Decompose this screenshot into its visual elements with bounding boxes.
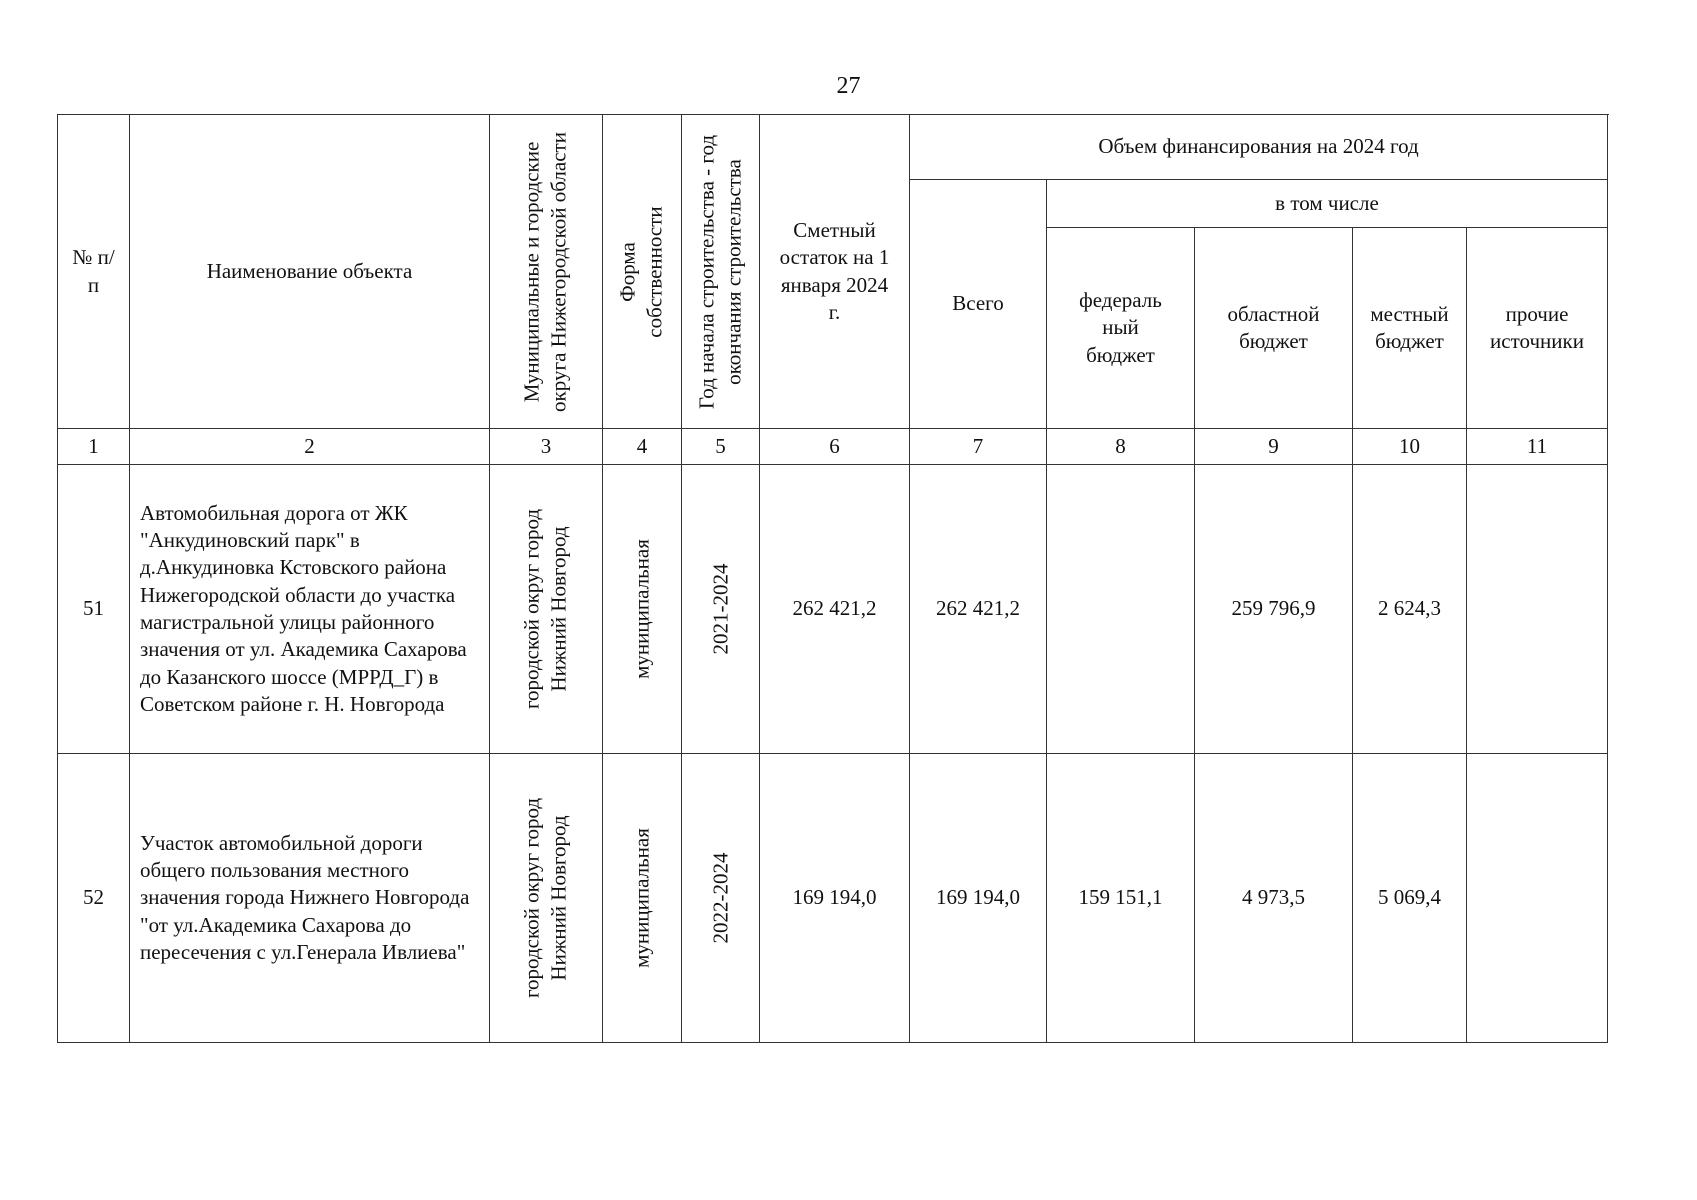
- column-number: 1: [58, 429, 130, 465]
- page-number: 27: [836, 73, 861, 99]
- header-no: № п/п: [58, 115, 130, 429]
- column-number: 6: [760, 429, 910, 465]
- row-ownership: [603, 754, 682, 1043]
- column-number: 8: [1047, 429, 1195, 465]
- row-regional: 259 796,9: [1195, 465, 1353, 754]
- financing-table: [57, 114, 1608, 1043]
- column-number: 7: [910, 429, 1047, 465]
- column-number: 3: [490, 429, 603, 465]
- row-other: [1467, 465, 1608, 754]
- row-total: 262 421,2: [910, 465, 1047, 754]
- header-funding-group: Объем финансирования на 2024 год: [910, 115, 1608, 180]
- header-regional: областной бюджет: [1195, 228, 1353, 429]
- column-number: 9: [1195, 429, 1353, 465]
- row-object-name: Участок автомобильной дороги общего пользования местного значения города Нижнего Новгорода "от ул.Академика Сахарова до пересечения с ул.Генерала Ивлиева": [130, 754, 490, 1043]
- row-total: 169 194,0: [910, 754, 1047, 1043]
- table-row: [58, 754, 1608, 1043]
- column-number: 11: [1467, 429, 1608, 465]
- row-regional: 4 973,5: [1195, 754, 1353, 1043]
- row-municipality: [490, 465, 603, 754]
- row-other: [1467, 754, 1608, 1043]
- header-local: местный бюджет: [1353, 228, 1467, 429]
- column-number: 10: [1353, 429, 1467, 465]
- row-no: 52: [58, 754, 130, 1043]
- row-object-name: Автомобильная дорога от ЖК "Анкудиновский парк" в д.Анкудиновка Кстовского района Нижегородской области до участка магистральной улицы районного значения от ул. Академика Сахарова до Казанского шоссе (МРРД_Г) в Советском районе г. Н. Новгорода: [130, 465, 490, 754]
- header-municipality: [490, 115, 603, 429]
- row-ownership-label: муниципальная: [629, 828, 654, 968]
- row-estimate: 262 421,2: [760, 465, 910, 754]
- row-years-label: 2021-2024: [707, 563, 732, 655]
- row-local: 2 624,3: [1353, 465, 1467, 754]
- row-years-label: 2022-2024: [707, 852, 732, 944]
- header-years-label: Год начала строительства - год окончания строительства: [694, 134, 746, 409]
- row-federal: [1047, 465, 1195, 754]
- header-name: Наименование объекта: [130, 115, 490, 429]
- header-municipality-label: Муниципальные и городские округа Нижегородской области: [519, 131, 571, 412]
- header-ownership-label: Форма собственности: [615, 205, 667, 338]
- column-number: 2: [130, 429, 490, 465]
- header-including: в том числе: [1047, 180, 1608, 228]
- row-federal: 159 151,1: [1047, 754, 1195, 1043]
- row-estimate: 169 194,0: [760, 754, 910, 1043]
- row-no: 51: [58, 465, 130, 754]
- header-years: [682, 115, 760, 429]
- row-ownership-label: муниципальная: [629, 539, 654, 679]
- row-municipality: [490, 754, 603, 1043]
- header-total: Всего: [910, 180, 1047, 429]
- header-estimate: Сметный остаток на 1 января 2024 г.: [760, 115, 910, 429]
- row-local: 5 069,4: [1353, 754, 1467, 1043]
- header-federal: федераль ный бюджет: [1047, 228, 1195, 429]
- table-row: [58, 465, 1608, 754]
- header-ownership: [603, 115, 682, 429]
- row-municipality-label: городской округ город Нижний Новгород: [519, 508, 571, 710]
- column-number: 5: [682, 429, 760, 465]
- row-ownership: [603, 465, 682, 754]
- row-municipality-label: городской округ город Нижний Новгород: [519, 797, 571, 999]
- row-years: [682, 754, 760, 1043]
- row-years: [682, 465, 760, 754]
- column-number: 4: [603, 429, 682, 465]
- column-numbers-row: [58, 429, 1608, 465]
- header-other: прочие источники: [1467, 228, 1608, 429]
